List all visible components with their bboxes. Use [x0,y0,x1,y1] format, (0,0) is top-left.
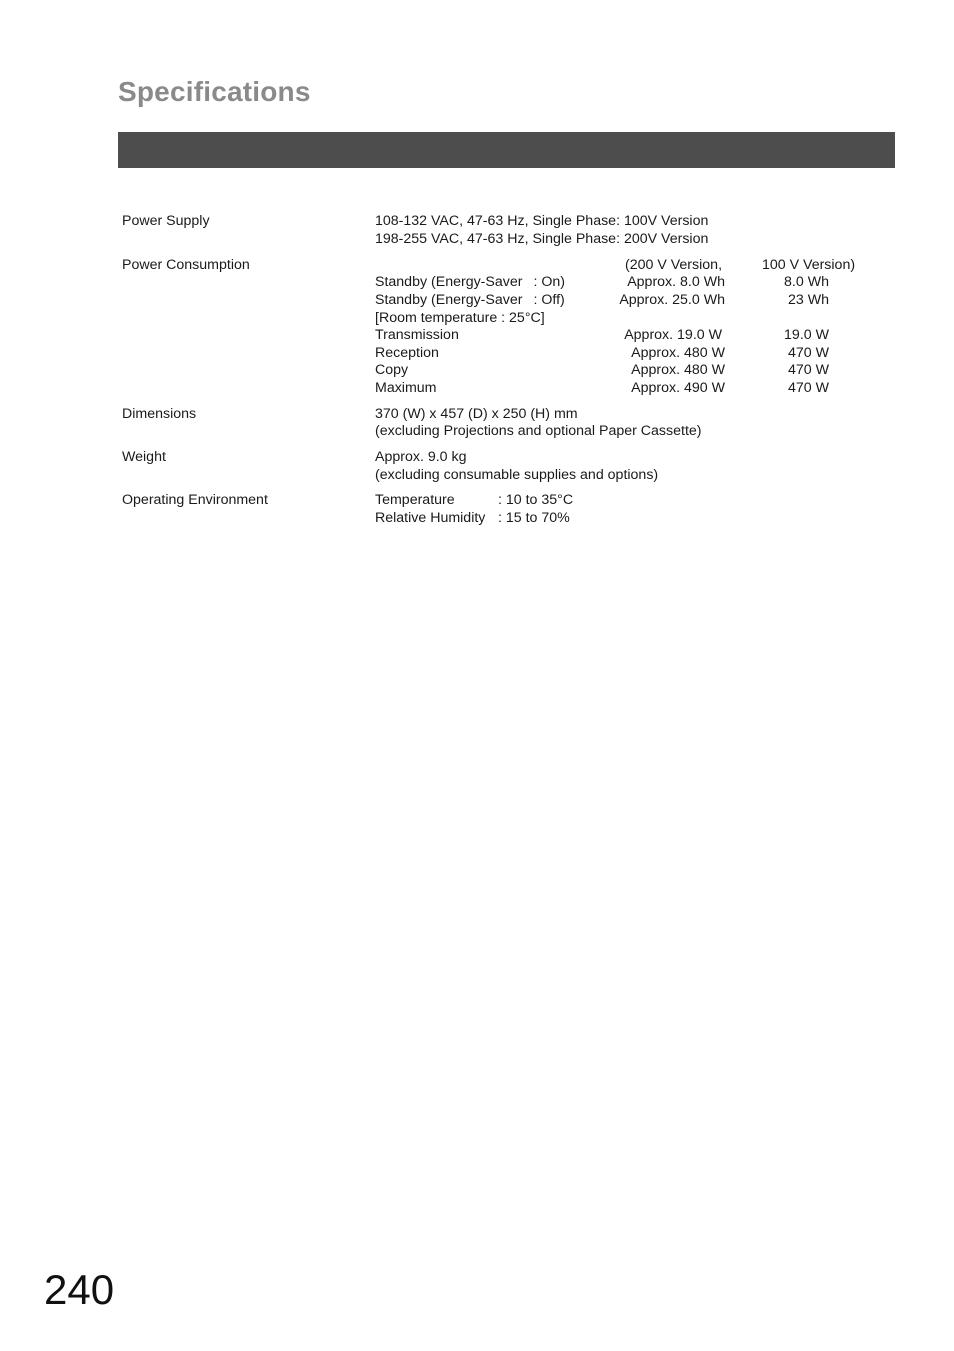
consumption-row-100v: 470 W [787,345,829,361]
consumption-row-200v: Approx. 25.0 Wh [619,292,725,308]
consumption-row-100v: 19.0 W [784,327,829,343]
consumption-row-name: Maximum [375,380,437,396]
consumption-row-name: Reception [375,345,439,361]
power-supply-line-1: 108-132 VAC, 47-63 Hz, Single Phase: 100V Version [375,213,709,229]
consumption-row-100v: 23 Wh [787,292,829,308]
dimensions-line-2: (excluding Projections and optional Paper Cassette) [375,423,702,439]
dimensions-line-1: 370 (W) x 457 (D) x 250 (H) mm [375,406,578,422]
temperature-label: Temperature [375,492,455,508]
dimensions-label: Dimensions [122,406,197,422]
consumption-row-100v: 8.0 Wh [784,274,829,290]
consumption-row-200v: Approx. 490 W [631,380,725,396]
page-number: 240 [44,1266,115,1313]
consumption-row-200v: Approx. 19.0 W [624,327,722,343]
consumption-row-100v: 470 W [787,362,829,378]
consumption-row-name: Transmission [375,327,459,343]
consumption-row-200v: Approx. 480 W [631,362,725,378]
power-consumption-label: Power Consumption [122,257,250,273]
power-supply-line-2: 198-255 VAC, 47-63 Hz, Single Phase: 200V Version [375,231,709,247]
humidity-value: : 15 to 70% [498,510,570,526]
header-100v: 100 V Version) [762,257,856,273]
power-supply-label: Power Supply [122,213,210,229]
weight-line-2: (excluding consumable supplies and options) [375,467,659,483]
temperature-value: : 10 to 35°C [498,492,574,508]
title-bar [118,132,895,168]
consumption-row-name: Copy [375,362,409,378]
consumption-row-name: Standby (Energy-Saver : On) [375,274,566,290]
humidity-label: Relative Humidity [375,510,486,526]
page-title: Specifications [118,76,311,107]
consumption-row-100v: 470 W [787,380,829,396]
weight-line-1: Approx. 9.0 kg [375,449,467,465]
consumption-row-200v: Approx. 480 W [631,345,725,361]
weight-label: Weight [122,449,166,465]
consumption-row-name: Standby (Energy-Saver : Off) [375,292,565,308]
operating-environment-label: Operating Environment [122,492,268,508]
consumption-row-name: [Room temperature : 25°C] [375,310,545,326]
consumption-row-200v: Approx. 8.0 Wh [627,274,725,290]
header-200v: (200 V Version, [625,257,723,273]
